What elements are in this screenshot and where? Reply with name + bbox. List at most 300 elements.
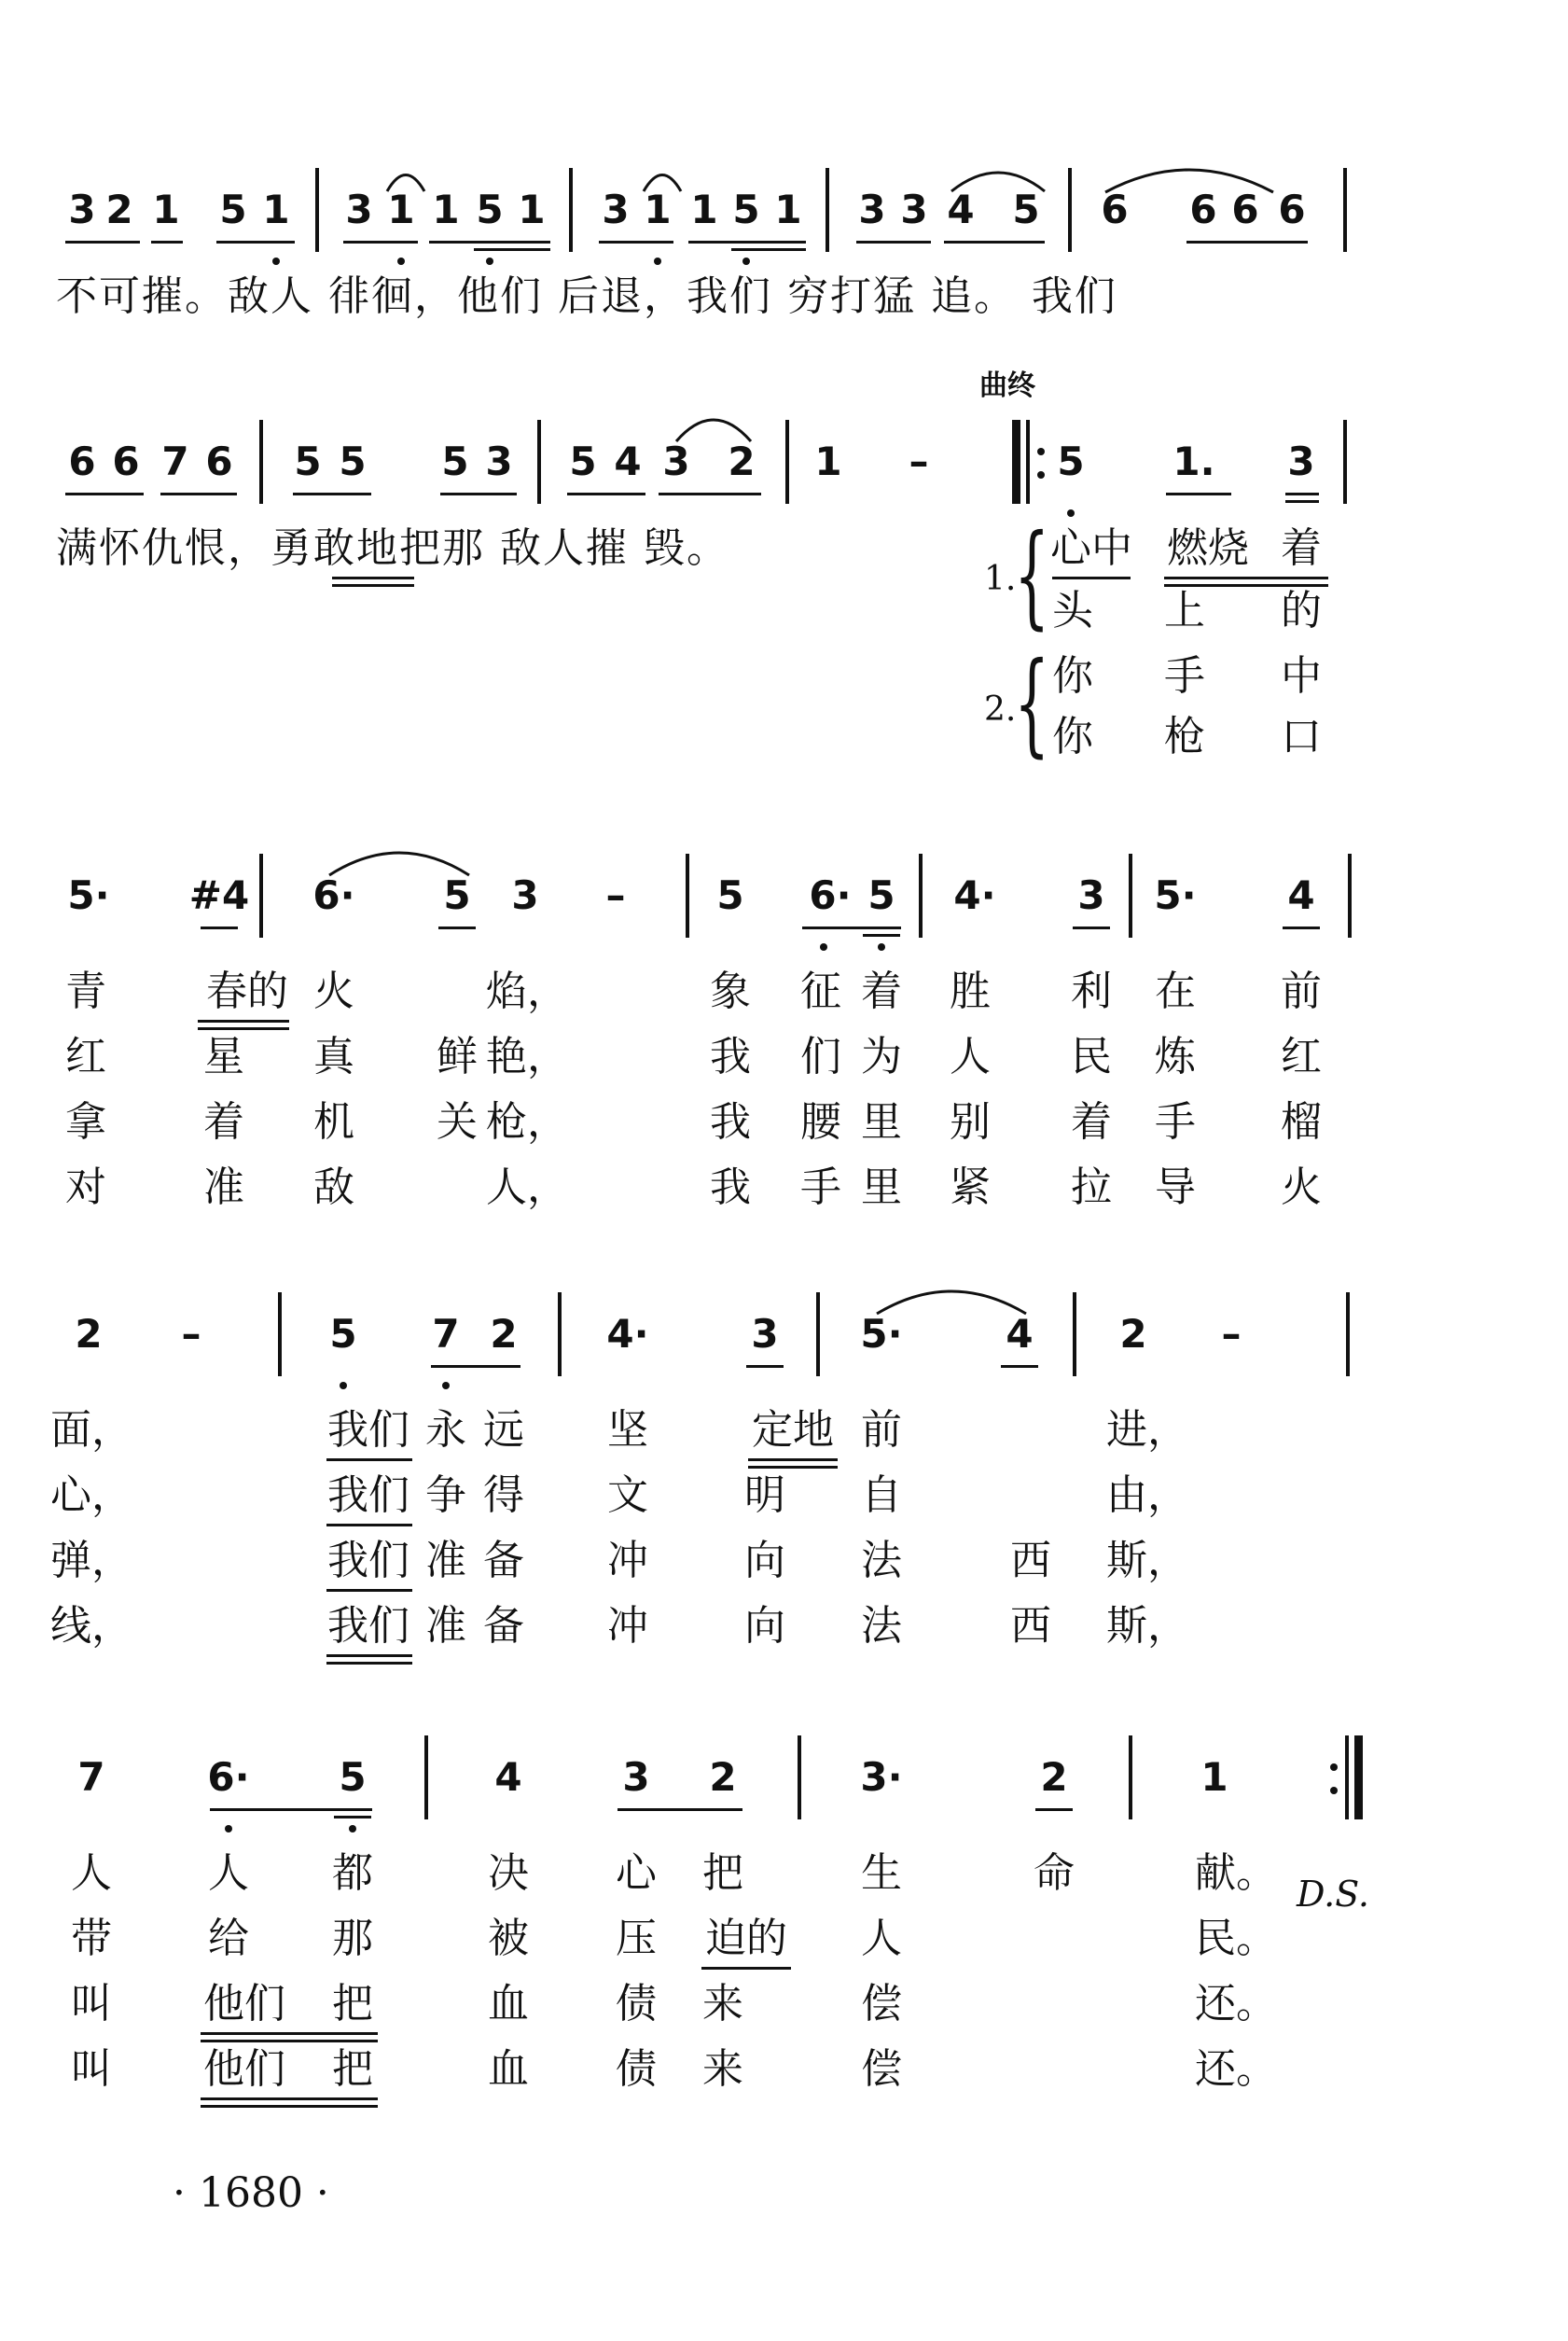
beam (440, 493, 517, 495)
note: – (1221, 1311, 1242, 1357)
lyric-char: 法 (861, 1602, 902, 1650)
lyric-char: 向 (744, 1537, 785, 1584)
lyric-char: 命 (1034, 1849, 1075, 1897)
lyric-char: 枪， (486, 1098, 568, 1146)
lyric-char: 着 (1071, 1098, 1112, 1146)
beam (65, 493, 144, 495)
beam (431, 1365, 520, 1368)
lyric-char: 他们 (203, 1980, 285, 2027)
lyric-char: 民。 (1195, 1915, 1277, 1962)
lyric-char: 被 (488, 1915, 529, 1962)
lyric-char: 紧 (950, 1164, 991, 1211)
lyric-char: 艳， (486, 1033, 568, 1080)
note: 4 (494, 1754, 522, 1800)
lyric-char: 争 (425, 1471, 466, 1519)
lyric-char: 给 (208, 1915, 249, 1962)
lyric-char: 着 (203, 1098, 244, 1146)
slur (672, 406, 756, 445)
lyric-char: 债 (616, 2045, 657, 2093)
lyric-char: 准 (203, 1164, 244, 1211)
beam (65, 241, 140, 244)
barline (558, 1292, 562, 1376)
lyric-char: 枪 (1164, 713, 1205, 760)
note: 5 (294, 439, 322, 484)
note: 2 (728, 439, 756, 484)
barline (1073, 1292, 1076, 1376)
note: 3 (511, 872, 539, 918)
lyric-char: 真 (313, 1033, 354, 1080)
lyric-char: 西 (1010, 1537, 1051, 1584)
lyric-char: 我们 (327, 1537, 409, 1584)
lyric-char: 青 (65, 968, 106, 1015)
lyric-char: 生 (861, 1849, 902, 1897)
lyric-char: 远 (483, 1406, 524, 1454)
lyric-char: 献。 (1195, 1849, 1277, 1897)
lyric-slur-line (326, 1662, 412, 1665)
note: 4 (1006, 1311, 1034, 1357)
lyric-char: 为 (861, 1033, 902, 1080)
repeat-dot (1037, 448, 1045, 455)
barline (798, 1735, 801, 1819)
lyric-char: 征 (800, 968, 841, 1015)
note: 3 (68, 187, 96, 232)
beam (1283, 927, 1320, 929)
lyric-char: 面， (50, 1406, 132, 1454)
beam (688, 241, 806, 244)
note: 3 (858, 187, 886, 232)
note: 6· (207, 1754, 250, 1800)
notes-row (0, 1292, 1568, 1404)
slur (325, 840, 474, 879)
low-octave-dot (349, 1825, 356, 1832)
lyric-line-2 (0, 1029, 1568, 1094)
lyric-line: 不可摧。敌人 徘徊，他们 后退，我们 穷打猛 追。 我们 (56, 272, 1117, 320)
lyric-char: 头 (1052, 587, 1093, 634)
lyric-char: 星 (203, 1033, 244, 1080)
lyric-line: 满怀仇恨，勇敢地把那 敌人摧 毁。 (56, 524, 729, 572)
note: 6 (1231, 187, 1259, 232)
note: 5 (329, 1311, 357, 1357)
lyric-char: 偿 (861, 1980, 902, 2027)
note: 4 (614, 439, 642, 484)
note: #4 (188, 872, 250, 918)
lyric-line-4 (0, 1598, 1568, 1664)
lyric-char: 着 (861, 968, 902, 1015)
lyric-char: 人， (486, 1164, 568, 1211)
barline (315, 168, 319, 252)
note: 5 (1012, 187, 1040, 232)
barline (259, 854, 263, 938)
lyric-char: 手 (1164, 652, 1205, 700)
lyric-char: 备 (483, 1602, 524, 1650)
barline (1348, 854, 1352, 938)
note: 5 (339, 1754, 367, 1800)
note: 3· (860, 1754, 903, 1800)
note: – (181, 1311, 201, 1357)
beam (863, 934, 900, 937)
beam (617, 1808, 742, 1811)
beam (731, 248, 806, 251)
note: 5· (1154, 872, 1197, 918)
lyric-char: 前 (1281, 968, 1322, 1015)
lyric-slur-line (326, 1524, 412, 1526)
lyric-char: 胜 (950, 968, 991, 1015)
note: 3 (900, 187, 928, 232)
note: 6 (1278, 187, 1306, 232)
note: 4· (606, 1311, 649, 1357)
barline (1346, 1292, 1350, 1376)
beam (429, 241, 550, 244)
lyric-char: 别 (950, 1098, 991, 1146)
verse-1-label: 1. (984, 560, 1017, 598)
lyric-char: 压 (616, 1915, 657, 1962)
beam (1285, 493, 1319, 495)
note: 2 (490, 1311, 518, 1357)
lyric-char: 对 (65, 1164, 106, 1211)
note: 5 (339, 439, 367, 484)
beam (474, 248, 550, 251)
barline (259, 420, 263, 504)
note: 1. (1173, 439, 1215, 484)
note: – (605, 872, 626, 918)
lyric-char: 带 (71, 1915, 112, 1962)
lyric-char: 火 (313, 968, 354, 1015)
lyric-char: 们 (800, 1033, 841, 1080)
beam (160, 493, 237, 495)
lyric-char: 手 (800, 1164, 841, 1211)
brace: { (1014, 639, 1050, 769)
lyric-char: 准 (425, 1537, 466, 1584)
lyric-char: 来 (702, 2045, 743, 2093)
lyric-char: 火 (1281, 1164, 1322, 1211)
note: 3 (1287, 439, 1315, 484)
low-octave-dot (654, 258, 661, 265)
note: 5 (476, 187, 504, 232)
lyric-char: 迫的 (705, 1915, 787, 1962)
brace: { (1014, 511, 1050, 641)
lyric-char: 上 (1164, 587, 1205, 634)
lyric-char: 中 (1281, 652, 1322, 700)
beam (944, 241, 1045, 244)
lyric-char: 血 (488, 2045, 529, 2093)
lyric-char: 那 (332, 1915, 373, 1962)
da-segno-mark: D.S. (1297, 1874, 1369, 1915)
lyric-char: 西 (1010, 1602, 1051, 1650)
lyric-char: 我们 (327, 1602, 409, 1650)
note: 4 (947, 187, 975, 232)
beam (1166, 493, 1231, 495)
lyric-char: 春的 (206, 968, 288, 1015)
note: 3 (1077, 872, 1105, 918)
barline (1343, 420, 1347, 504)
beam (1285, 500, 1319, 503)
lyric-char: 象 (710, 968, 751, 1015)
lyric-char: 明 (744, 1471, 785, 1519)
note: 1 (690, 187, 718, 232)
lyric-char: 红 (1281, 1033, 1322, 1080)
note: 1 (152, 187, 180, 232)
lyric-char: 心， (50, 1471, 132, 1519)
lyric-char: 由， (1106, 1471, 1188, 1519)
barline (919, 854, 923, 938)
lyric-char: 得 (483, 1471, 524, 1519)
lyric-char: 我们 (327, 1406, 409, 1454)
lyric-slur-line (201, 2032, 378, 2035)
note: 5 (1057, 439, 1085, 484)
low-octave-dot (1067, 509, 1075, 517)
beam (659, 493, 761, 495)
fine-marker: 曲终 (979, 369, 1035, 402)
low-octave-dot (272, 258, 280, 265)
beam (334, 1816, 371, 1818)
lyric-char: 向 (744, 1602, 785, 1650)
lyric-char: 前 (861, 1406, 902, 1454)
barline (1345, 1735, 1349, 1819)
lyric-char: 偿 (861, 2045, 902, 2093)
lyric-char: 把 (332, 1980, 373, 2027)
note: 3 (345, 187, 373, 232)
lyric-line-2 (0, 1911, 1568, 1976)
note: 2 (75, 1311, 103, 1357)
beam (343, 241, 418, 244)
lyric-char: 心 (616, 1849, 657, 1897)
lyric-slur-line (201, 2105, 378, 2108)
note: – (909, 439, 929, 484)
low-octave-dot (397, 258, 405, 265)
slur (872, 1278, 1031, 1317)
note: 5 (867, 872, 895, 918)
lyric-slur-line (326, 1589, 412, 1592)
note: 7 (161, 439, 189, 484)
lyric-slur-line (332, 584, 414, 587)
beam (216, 241, 295, 244)
beam (802, 927, 901, 929)
note: 1 (262, 187, 290, 232)
note: 2 (105, 187, 133, 232)
lyric-line-4 (0, 1160, 1568, 1225)
note: 6 (1189, 187, 1217, 232)
lyric-char: 还。 (1195, 2045, 1277, 2093)
repeat-dot (1330, 1787, 1338, 1794)
beam (151, 241, 183, 244)
lyric-char: 利 (1071, 968, 1112, 1015)
beam (1001, 1365, 1038, 1368)
beam (1073, 927, 1110, 929)
note: 6 (205, 439, 233, 484)
note: 1 (774, 187, 802, 232)
note: 5· (860, 1311, 903, 1357)
lyric-char: 自 (861, 1471, 902, 1519)
lyric-char: 心中 (1050, 524, 1132, 572)
beam (856, 241, 931, 244)
lyric-char: 的 (1281, 587, 1322, 634)
lyric-slur-line (198, 1020, 289, 1023)
page-number: · 1680 · (173, 2169, 329, 2217)
note: 3 (485, 439, 513, 484)
lyric-line-3 (0, 1094, 1568, 1160)
note: 6· (809, 872, 852, 918)
barline (785, 420, 789, 504)
lyric-char: 焰， (486, 968, 568, 1015)
barline (1129, 1735, 1132, 1819)
barline (569, 168, 573, 252)
beam (1035, 1808, 1073, 1811)
lyric-char: 斯， (1106, 1537, 1188, 1584)
lyric-char: 弹， (50, 1537, 132, 1584)
barline (424, 1735, 428, 1819)
lyric-char: 敌 (313, 1164, 354, 1211)
note: 5 (441, 439, 469, 484)
lyric-char: 文 (607, 1471, 648, 1519)
lyric-char: 炼 (1155, 1033, 1196, 1080)
note: 2 (1040, 1754, 1068, 1800)
beam (567, 493, 645, 495)
verse-2-label: 2. (984, 690, 1017, 729)
lyric-char: 机 (313, 1098, 354, 1146)
beam (210, 1808, 372, 1811)
note: 3 (602, 187, 630, 232)
lyric-slur-line (1164, 577, 1328, 579)
lyric-char: 准 (425, 1602, 466, 1650)
lyric-char: 我 (710, 1033, 751, 1080)
note: 3 (751, 1311, 779, 1357)
notes-row (0, 168, 1568, 280)
note: 1 (1200, 1754, 1228, 1800)
note: 6 (112, 439, 140, 484)
note: 1 (644, 187, 672, 232)
lyric-char: 着 (1281, 524, 1322, 572)
lyric-char: 都 (332, 1849, 373, 1897)
lyric-line-3 (0, 1976, 1568, 2041)
lyric-char: 关 (437, 1098, 478, 1146)
lyric-line-3 (0, 1533, 1568, 1598)
lyric-char: 定地 (752, 1406, 834, 1454)
lyric-slur-line (326, 1654, 412, 1657)
lyric-line-2 (0, 1468, 1568, 1533)
lyric-line-4 (0, 2041, 1568, 2107)
low-octave-dot (878, 943, 885, 951)
lyric-char: 来 (702, 1980, 743, 2027)
lyric-char: 把 (702, 1849, 743, 1897)
lyric-char: 坚 (607, 1406, 648, 1454)
lyric-char: 燃烧 (1167, 524, 1249, 572)
lyric-char: 决 (488, 1849, 529, 1897)
note: 2 (1119, 1311, 1147, 1357)
note: 1 (432, 187, 460, 232)
barline (826, 168, 829, 252)
lyric-char: 人 (71, 1849, 112, 1897)
low-octave-dot (340, 1382, 347, 1389)
lyric-line-1 (0, 1846, 1568, 1911)
lyric-slur-line (332, 577, 414, 579)
lyric-char: 民 (1071, 1033, 1112, 1080)
low-octave-dot (742, 258, 750, 265)
lyric-char: 人 (861, 1915, 902, 1962)
note: 1 (387, 187, 415, 232)
barline (1026, 420, 1030, 504)
note: 5 (732, 187, 760, 232)
note: 5 (219, 187, 247, 232)
note: 1 (518, 187, 546, 232)
barline (1129, 854, 1132, 938)
note: 4 (1287, 872, 1315, 918)
note: 6 (68, 439, 96, 484)
beam (438, 927, 476, 929)
note: 6· (312, 872, 355, 918)
low-octave-dot (225, 1825, 232, 1832)
lyric-char: 进， (1106, 1406, 1188, 1454)
barline (816, 1292, 820, 1376)
low-octave-dot (820, 943, 827, 951)
slur (947, 159, 1049, 196)
beam (293, 493, 371, 495)
note: 1 (814, 439, 842, 484)
barline (686, 854, 689, 938)
note: 6 (1101, 187, 1129, 232)
lyric-char: 手 (1155, 1098, 1196, 1146)
notes-row (0, 420, 1568, 532)
lyric-slur-line (1052, 577, 1131, 579)
lyric-slur-line (701, 1967, 791, 1970)
lyric-char: 在 (1155, 968, 1196, 1015)
lyric-char: 人 (950, 1033, 991, 1080)
repeat-dot (1037, 471, 1045, 479)
note: 2 (709, 1754, 737, 1800)
notes-row (0, 1735, 1568, 1847)
barline (1343, 168, 1347, 252)
lyric-line-1 (0, 964, 1568, 1029)
note: 7 (432, 1311, 460, 1357)
lyric-char: 我 (710, 1164, 751, 1211)
lyric-line-1 (0, 1402, 1568, 1468)
lyric-char: 你 (1052, 713, 1093, 760)
beam (746, 1365, 784, 1368)
barline (278, 1292, 282, 1376)
repeat-end-barline (1354, 1735, 1363, 1819)
note: 5 (443, 872, 471, 918)
lyric-char: 还。 (1195, 1980, 1277, 2027)
note: 3 (622, 1754, 650, 1800)
lyric-char: 法 (861, 1537, 902, 1584)
note: 3 (662, 439, 690, 484)
lyric-char: 腰 (800, 1098, 841, 1146)
lyric-char: 叫 (71, 1980, 112, 2027)
lyric-char: 导 (1155, 1164, 1196, 1211)
beam (599, 241, 673, 244)
lyric-char: 备 (483, 1537, 524, 1584)
note: 7 (77, 1754, 105, 1800)
lyric-char: 叫 (71, 2045, 112, 2093)
lyric-slur-line (748, 1458, 838, 1461)
barline (1068, 168, 1072, 252)
lyric-char: 我 (710, 1098, 751, 1146)
note: 5 (569, 439, 597, 484)
beam (201, 927, 238, 929)
low-octave-dot (442, 1382, 450, 1389)
lyric-char: 他们 (203, 2045, 285, 2093)
barline (537, 420, 541, 504)
lyric-char: 你 (1052, 652, 1093, 700)
lyric-char: 斯， (1106, 1602, 1188, 1650)
lyric-char: 我们 (327, 1471, 409, 1519)
lyric-char: 口 (1281, 713, 1322, 760)
low-octave-dot (486, 258, 493, 265)
notes-row (0, 854, 1568, 966)
lyric-char: 拉 (1071, 1164, 1112, 1211)
lyric-char: 线， (50, 1602, 132, 1650)
note: 5 (716, 872, 744, 918)
slur (1101, 157, 1278, 196)
